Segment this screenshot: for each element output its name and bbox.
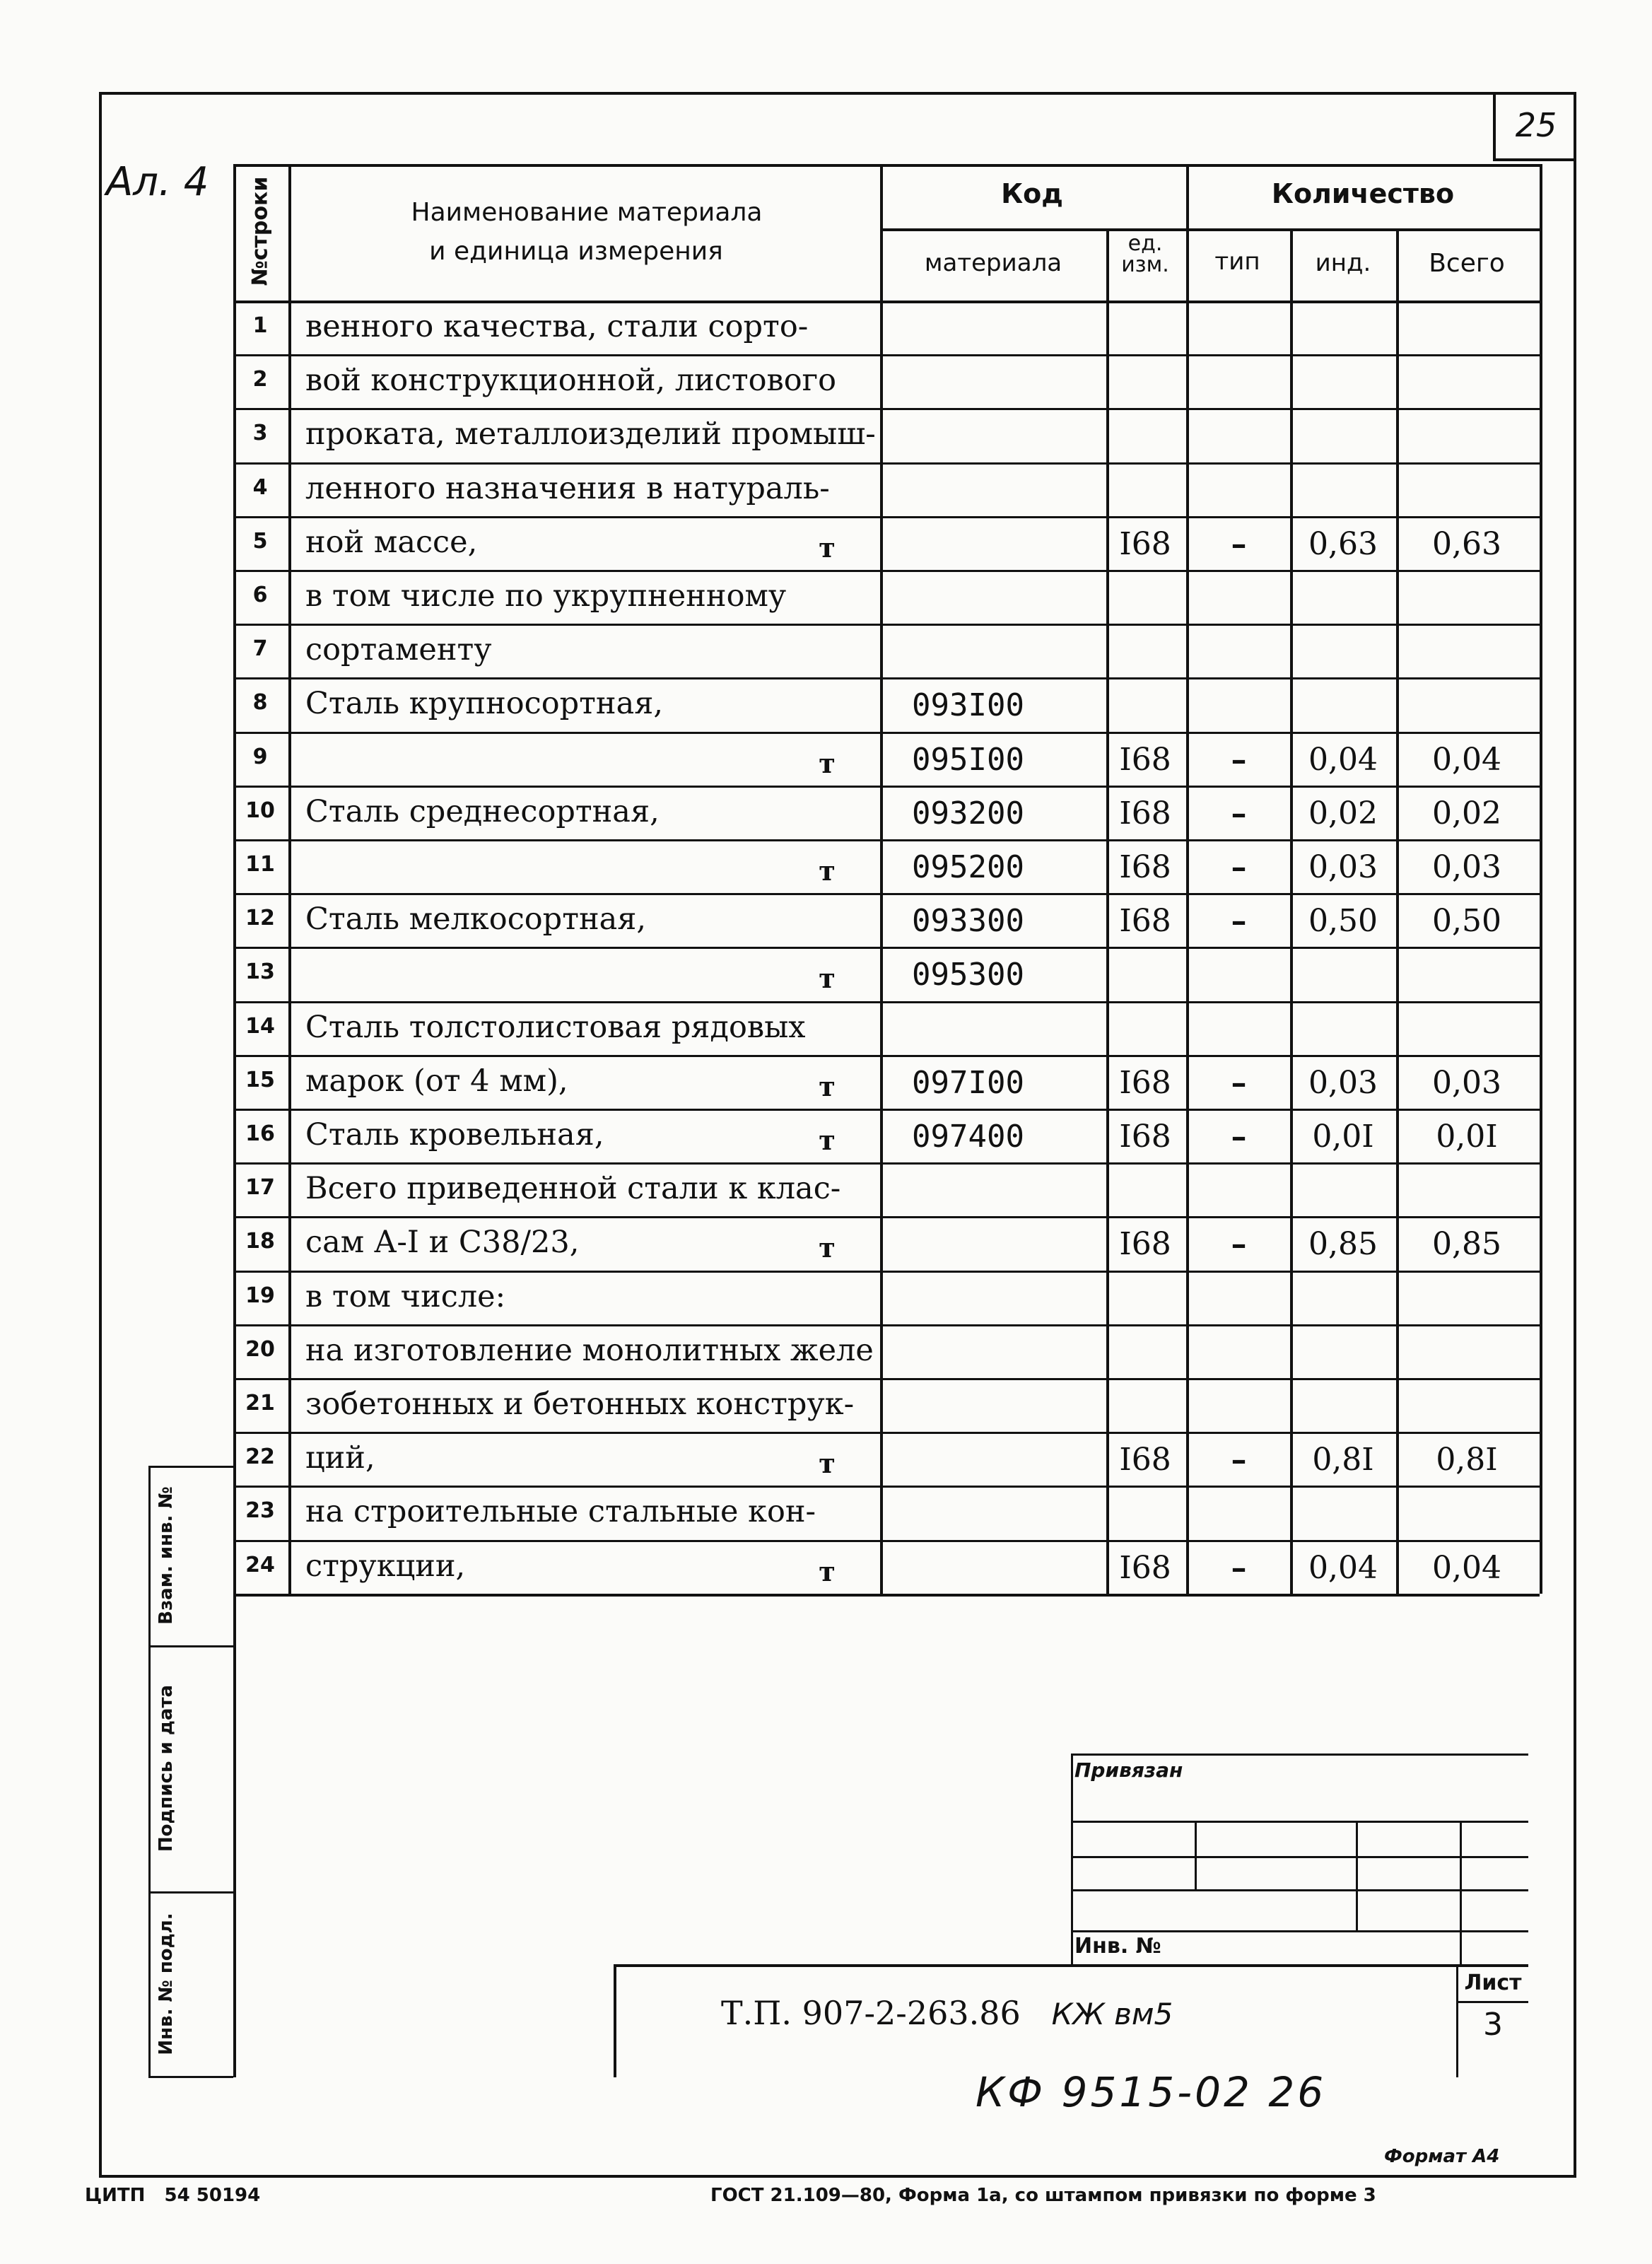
material-name: Всего приведенной стали к клас- bbox=[305, 1171, 841, 1207]
unit-code: I68 bbox=[1119, 1119, 1171, 1155]
material-code: 097I00 bbox=[912, 1064, 1024, 1101]
row-number: 24 bbox=[245, 1552, 275, 1577]
footer-gost: ГОСТ 21.109—80, Форма 1а, со штампом привязки по форме 3 bbox=[710, 2185, 1376, 2206]
material-name: ной массе, bbox=[305, 524, 478, 560]
material-name: сортаменту bbox=[305, 632, 492, 668]
handwritten-code: КФ 9515-02 26 bbox=[976, 2068, 1327, 2116]
material-name: Сталь крупносортная, bbox=[305, 686, 664, 722]
quantity-total: 0,0I bbox=[1436, 1119, 1498, 1155]
unit-symbol: т bbox=[819, 1447, 836, 1480]
row-number: 21 bbox=[245, 1391, 275, 1416]
quantity-ind: 0,0I bbox=[1312, 1119, 1374, 1155]
row-number: 18 bbox=[245, 1229, 275, 1254]
quantity-ind: 0,04 bbox=[1308, 741, 1378, 778]
material-code: 093300 bbox=[912, 903, 1024, 940]
unit-code: I68 bbox=[1119, 1442, 1171, 1478]
row-number: 16 bbox=[245, 1121, 275, 1146]
unit-symbol: т bbox=[819, 747, 836, 779]
row-number: 20 bbox=[245, 1336, 275, 1362]
quantity-type: – bbox=[1231, 1119, 1247, 1155]
row-number: 8 bbox=[252, 690, 268, 716]
row-number: 7 bbox=[252, 636, 268, 662]
material-name: Сталь толстолистовая рядовых bbox=[305, 1009, 806, 1045]
unit-symbol: т bbox=[819, 1232, 836, 1264]
quantity-total: 0,03 bbox=[1432, 1064, 1501, 1101]
material-code: 095I00 bbox=[912, 741, 1024, 778]
row-number: 9 bbox=[252, 744, 268, 769]
material-code: 093I00 bbox=[912, 687, 1024, 724]
row-number: 10 bbox=[245, 798, 275, 823]
unit-code: I68 bbox=[1119, 1549, 1171, 1586]
quantity-type: – bbox=[1231, 741, 1247, 778]
row-number: 3 bbox=[252, 421, 268, 446]
quantity-total: 0,03 bbox=[1432, 849, 1501, 885]
row-number: 5 bbox=[252, 528, 268, 554]
format-label: Формат А4 bbox=[1384, 2146, 1500, 2167]
row-number: 13 bbox=[245, 959, 275, 985]
side-label-inv-podl: Инв. № подл. bbox=[156, 1912, 177, 2055]
inv-no-label: Инв. № bbox=[1074, 1934, 1161, 1959]
side-label-podpis: Подпись и дата bbox=[156, 1684, 177, 1852]
unit-code: I68 bbox=[1119, 1226, 1171, 1263]
quantity-type: – bbox=[1231, 1442, 1247, 1478]
material-name: Сталь мелкосортная, bbox=[305, 901, 647, 938]
material-name: струкции, bbox=[305, 1548, 466, 1584]
quantity-ind: 0,04 bbox=[1308, 1549, 1378, 1586]
row-number: 4 bbox=[252, 474, 268, 500]
row-number: 11 bbox=[245, 852, 275, 877]
sheet-number: 3 bbox=[1483, 2007, 1503, 2043]
row-number: 2 bbox=[252, 367, 268, 392]
quantity-type: – bbox=[1231, 1064, 1247, 1101]
unit-symbol: т bbox=[819, 1070, 836, 1102]
unit-symbol: т bbox=[819, 962, 836, 995]
row-number: 19 bbox=[245, 1283, 275, 1308]
row-number: 15 bbox=[245, 1067, 275, 1092]
material-name: ленного назначения в натураль- bbox=[305, 470, 830, 506]
doc-code: Т.П. 907-2-263.86 КЖ вм5 bbox=[721, 1994, 1173, 2032]
row-number: 14 bbox=[245, 1013, 275, 1039]
material-code: 097400 bbox=[912, 1119, 1024, 1155]
unit-symbol: т bbox=[819, 1124, 836, 1156]
material-name: зобетонных и бетонных конструк- bbox=[305, 1387, 855, 1422]
material-name: Сталь среднесортная, bbox=[305, 793, 660, 829]
unit-symbol: т bbox=[819, 531, 836, 564]
unit-code: I68 bbox=[1119, 795, 1171, 832]
quantity-type: – bbox=[1231, 525, 1247, 562]
row-number: 12 bbox=[245, 906, 275, 931]
quantity-ind: 0,03 bbox=[1308, 849, 1378, 885]
quantity-ind: 0,03 bbox=[1308, 1064, 1378, 1101]
material-name: проката, металлоизделий промыш- bbox=[305, 416, 876, 453]
header-name-line1: Наименование материала bbox=[411, 198, 763, 227]
page-number: 25 bbox=[1493, 92, 1576, 161]
sheet-label: Лист bbox=[1464, 1971, 1522, 1995]
material-name: марок (от 4 мм), bbox=[305, 1063, 568, 1099]
side-label-vzam: Взам. инв. № bbox=[156, 1486, 177, 1625]
material-code: 093200 bbox=[912, 795, 1024, 832]
material-name: вой конструкционной, листового bbox=[305, 363, 837, 399]
row-number: 23 bbox=[245, 1498, 275, 1524]
unit-code: I68 bbox=[1119, 1064, 1171, 1101]
material-name: в том числе: bbox=[305, 1278, 506, 1314]
header-quantity: Количество bbox=[1271, 178, 1455, 209]
header-q-ind: инд. bbox=[1315, 249, 1371, 277]
quantity-ind: 0,50 bbox=[1308, 903, 1378, 940]
unit-symbol: т bbox=[819, 1555, 836, 1587]
quantity-type: – bbox=[1231, 849, 1247, 885]
row-number: 6 bbox=[252, 583, 268, 607]
footer-left: ЦИТП 54 50194 bbox=[85, 2185, 261, 2206]
material-name: в том числе по укрупненному bbox=[305, 578, 787, 614]
quantity-total: 0,63 bbox=[1432, 525, 1501, 562]
unit-code: I68 bbox=[1119, 525, 1171, 562]
header-q-type: тип bbox=[1214, 247, 1260, 276]
material-code: 095200 bbox=[912, 849, 1024, 885]
quantity-type: – bbox=[1231, 1549, 1247, 1586]
unit-code: I68 bbox=[1119, 903, 1171, 940]
quantity-total: 0,04 bbox=[1432, 1549, 1501, 1586]
row-number: 1 bbox=[252, 313, 268, 338]
material-name: на изготовление монолитных желе bbox=[305, 1332, 874, 1368]
quantity-total: 0,85 bbox=[1432, 1226, 1501, 1263]
doc-suffix: КЖ вм5 bbox=[1051, 1997, 1173, 2031]
material-name: венного качества, стали сорто- bbox=[305, 309, 809, 344]
unit-code: I68 bbox=[1119, 849, 1171, 885]
unit-code: I68 bbox=[1119, 741, 1171, 778]
row-number: 17 bbox=[245, 1175, 275, 1201]
material-name: на строительные стальные кон- bbox=[305, 1494, 816, 1530]
header-q-total: Всего bbox=[1429, 249, 1505, 278]
quantity-type: – bbox=[1231, 795, 1247, 832]
header-code-unit: ед. изм. bbox=[1121, 231, 1169, 277]
material-code: 095300 bbox=[912, 957, 1024, 993]
unit-symbol: т bbox=[819, 855, 836, 887]
material-name: Сталь кровельная, bbox=[305, 1117, 604, 1153]
quantity-total: 0,02 bbox=[1432, 795, 1501, 832]
header-code-material: материала bbox=[924, 249, 1062, 277]
quantity-ind: 0,85 bbox=[1308, 1226, 1378, 1263]
header-row-no: №строки bbox=[247, 176, 273, 286]
quantity-ind: 0,63 bbox=[1308, 525, 1378, 562]
quantity-ind: 0,8I bbox=[1312, 1442, 1374, 1478]
privyazan-label: Привязан bbox=[1074, 1758, 1183, 1782]
quantity-total: 0,50 bbox=[1432, 903, 1501, 940]
material-name: ций, bbox=[305, 1440, 375, 1476]
quantity-type: – bbox=[1231, 1226, 1247, 1263]
quantity-total: 0,8I bbox=[1436, 1442, 1498, 1478]
material-name: сам А-I и С38/23, bbox=[305, 1225, 580, 1261]
quantity-ind: 0,02 bbox=[1308, 795, 1378, 832]
quantity-total: 0,04 bbox=[1432, 741, 1501, 778]
header-code: Код bbox=[1001, 178, 1063, 209]
row-number: 22 bbox=[245, 1445, 275, 1470]
header-name-line2: и единица измерения bbox=[429, 237, 723, 266]
quantity-type: – bbox=[1231, 903, 1247, 940]
margin-note: Ал. 4 bbox=[106, 159, 209, 205]
